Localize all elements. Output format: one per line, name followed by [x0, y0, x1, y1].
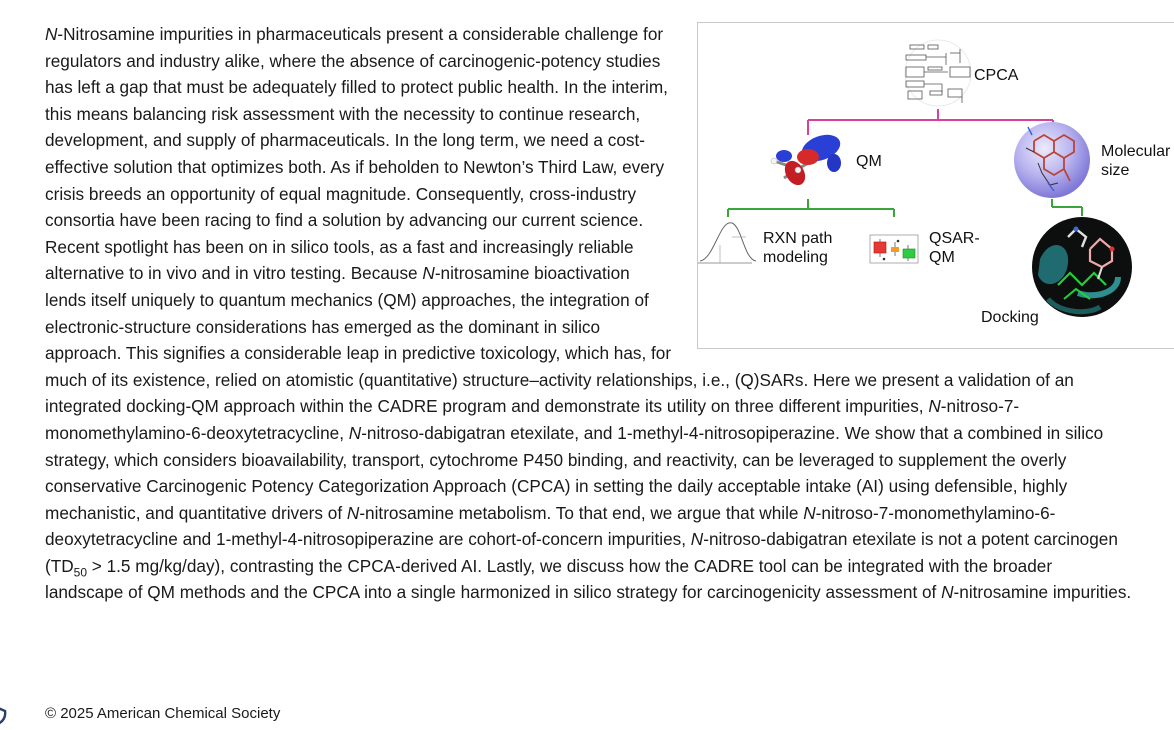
rxn-path-curve-icon: [698, 223, 756, 263]
abstract-subscript: 50: [73, 565, 87, 580]
shield-icon: [0, 705, 10, 727]
abstract-segment: N: [45, 24, 58, 44]
abstract-segment: N: [928, 396, 941, 417]
abstract-segment: > 1.5 mg/kg/day), contrasting the CPCA-derived AI. Lastly, we discuss how the CADRE tool can be integrated with the broader landscape of QM methods and the CPCA into a single harmonized in silico strategy for carcinogenicity assessment of: [45, 555, 1053, 603]
abstract-segment: N: [348, 422, 362, 443]
qm-label: QM: [856, 153, 882, 170]
abstract-segment: -nitroso-dabigatran etexilate is not a potent carcinogen (TD: [45, 529, 1118, 576]
molecular-size-label: Molecular size: [1101, 143, 1171, 179]
cpca-schematic-icon: [905, 40, 971, 106]
qsar-qm-label: QSAR- QM: [929, 230, 980, 266]
cpca-branch-lines: [808, 109, 1053, 135]
copyright-notice: © 2025 American Chemical Society: [45, 705, 281, 722]
abstract-segment: -nitrosamine metabolism. To that end, we argue that while: [359, 502, 804, 523]
abstract-segment: N: [803, 502, 816, 523]
qm-orbital-icon: [771, 130, 844, 189]
abstract-segment: N: [941, 582, 954, 603]
qsar-boxplot-icon: [870, 235, 918, 263]
abstract-segment: -nitrosamine bioactivation lends itself uniquely to quantum mechanics (QM) approaches, the integration of electronic-structure considerations has emerged as the dominant in silico approach. This signifies a considerable leap in predictive toxicology, which has, for much of its existence, relied on atomistic (quantitative) structure–activity relationships, i.e., (Q)SARs. Here we present a validation of an integrated docking-QM approach within the CADRE program and demonstrate its utility on three different impurities,: [45, 263, 1074, 417]
molecular-size-sphere-icon: [1014, 122, 1090, 198]
size-branch-lines: [1052, 199, 1082, 216]
abstract-segment: N: [346, 502, 360, 523]
abstract-segment: N: [422, 263, 435, 284]
toc-graphic: [697, 22, 1174, 349]
abstract-segment: -nitroso-7-monomethylamino-6-deoxytetracycline,: [45, 396, 1020, 443]
qm-branch-lines: [728, 199, 894, 217]
abstract-segment: -nitroso-7-monomethylamino-6-deoxytetracycline and 1-methyl-4-nitrosopiperazine are cohort-of-concern impurities,: [45, 502, 1056, 550]
rxn-path-label: RXN path modeling: [763, 230, 833, 266]
abstract-segment: N: [690, 529, 704, 550]
toc-diagram: [698, 23, 1174, 348]
abstract-segment: -nitroso-dabigatran etexilate, and 1-methyl-4-nitrosopiperazine. We show that a combined in silico strategy, which considers bioavailability, transport, cytochrome P450 binding, and reactivity, can be leveraged to supplement the overly conservative Carcinogenic Potency Categorization Approach (CPCA) in setting the daily acceptable intake (AI) using defensible, highly mechanistic, and quantitative drivers of: [45, 422, 1104, 523]
abstract-segment: -nitrosamine impurities.: [953, 582, 1132, 603]
docking-label: Docking: [981, 309, 1039, 326]
cpca-label: CPCA: [974, 67, 1019, 84]
abstract-text: [45, 21, 1171, 606]
docking-protein-icon: [1032, 217, 1132, 317]
abstract-segment: -Nitrosamine impurities in pharmaceuticals present a considerable challenge for regulators and industry alike, where the absence of carcinogenic-potency studies has left a gap that must be adequately filled to protect public health. In the interim, this means balancing risk assessment with the necessity to continue research, development, and supply of pharmaceuticals. In the long term, we need a cost-effective solution that optimizes both. As if beholden to Newton’s Third Law, every crisis breeds an opportunity of equal magnitude. Consequently, cross-industry consortia have been racing to find a solution by advancing our current science. Recent spotlight has been on in silico tools, as a fast and increasingly reliable alternative to in vivo and in vitro testing. Because: [45, 24, 668, 284]
